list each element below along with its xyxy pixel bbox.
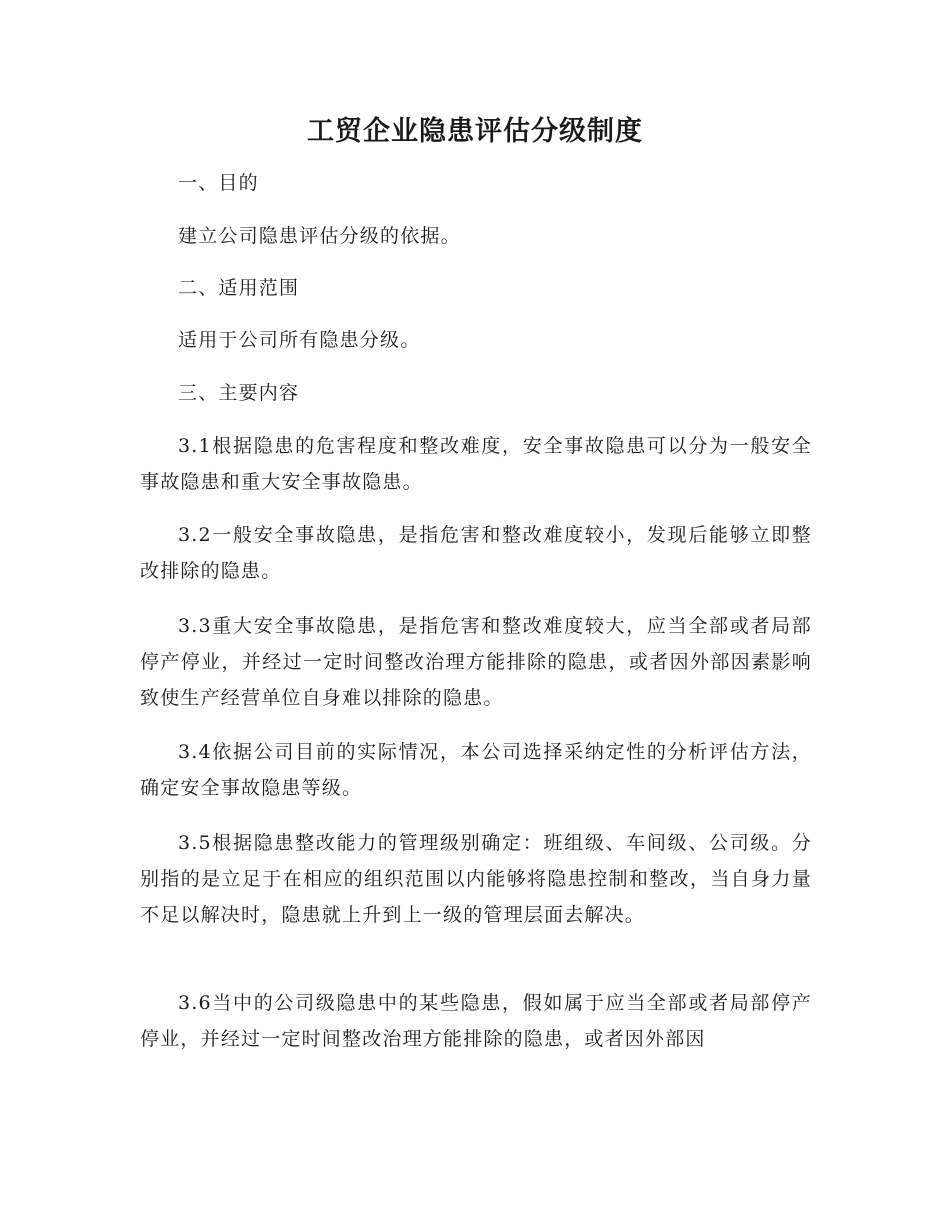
section-heading-content: 三、主要内容 (178, 382, 300, 404)
section-heading-scope: 二、适用范围 (178, 277, 300, 299)
paragraph-3-6: 3.6当中的公司级隐患中的某些隐患，假如属于应当全部或者局部停产停业，并经过一定时间整改治理方能排除的隐患，或者因外部因 (140, 992, 812, 1050)
document-title: 工贸企业隐患评估分级制度 (307, 116, 643, 147)
paragraph-3-4: 3.4依据公司目前的实际情况，本公司选择采纳定性的分析评估方法，确定安全事故隐患等级。 (140, 741, 812, 799)
paragraph-scope: 适用于公司所有隐患分级。 (178, 329, 421, 351)
paragraph-3-3: 3.3重大安全事故隐患，是指危害和整改难度较大，应当全部或者局部停产停业，并经过一定时间整改治理方能排除的隐患，或者因外部因素影响致使生产经营单位自身难以排除的隐患。 (140, 615, 812, 709)
paragraph-purpose: 建立公司隐患评估分级的依据。 (178, 225, 461, 247)
section-heading-purpose: 一、目的 (178, 172, 259, 194)
paragraph-3-2: 3.2一般安全事故隐患，是指危害和整改难度较小，发现后能够立即整改排除的隐患。 (140, 524, 812, 582)
paragraph-3-1: 3.1根据隐患的危害程度和整改难度，安全事故隐患可以分为一般安全事故隐患和重大安全事故隐患。 (140, 435, 812, 493)
paragraph-3-5: 3.5根据隐患整改能力的管理级别确定：班组级、车间级、公司级。分别指的是立足于在相应的组织范围以内能够将隐患控制和整改，当自身力量不足以解决时，隐患就上升到上一级的管理层面去解决。 (140, 832, 812, 926)
